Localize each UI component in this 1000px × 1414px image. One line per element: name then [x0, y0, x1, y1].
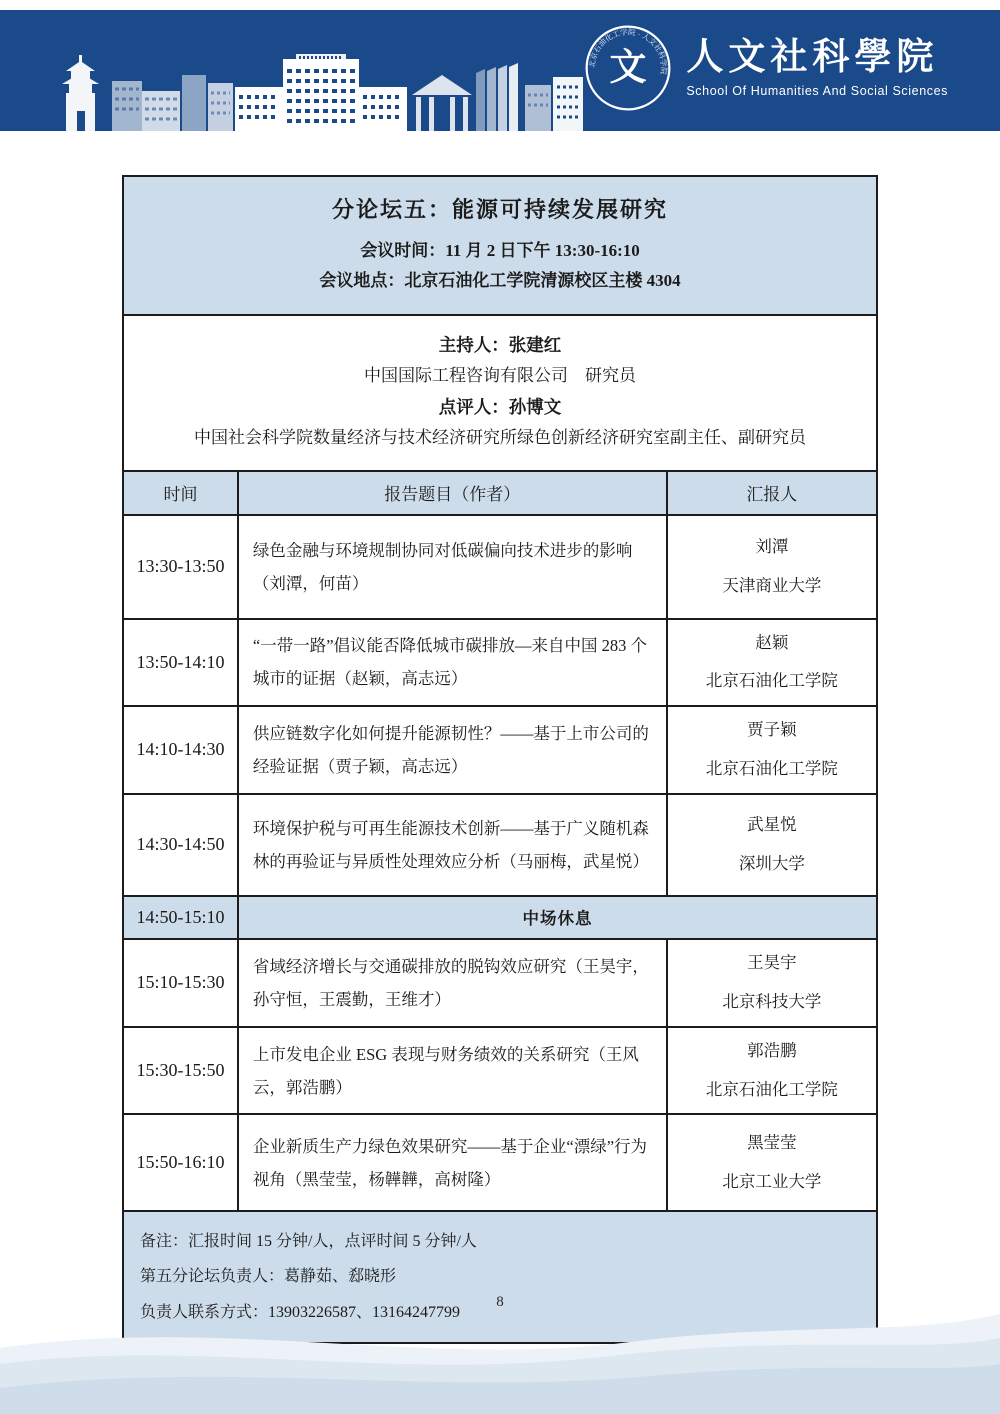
table-header-row: [123, 471, 877, 515]
presenter-affiliation: 北京石油化工学院: [705, 671, 838, 691]
talk-title-cell: 上市发电企业 ESG 表现与财务绩效的关系研究（王风云，郭浩鹏）: [238, 1027, 667, 1115]
talk-title-cell: 绿色金融与环境规制协同对低碳偏向技术进步的影响（刘潭，何苗）: [238, 515, 667, 619]
time-cell: 15:10-15:30: [123, 939, 238, 1027]
campus-skyline-illustration: [28, 53, 590, 131]
session-title-block: [124, 177, 876, 314]
org-name-en: School Of Humanities And Social Sciences: [686, 84, 948, 99]
presenter-name: 赵颖: [755, 632, 789, 652]
presenter-name: 刘潭: [755, 536, 789, 556]
footer-wave-decoration: [0, 1296, 1000, 1414]
presenter-cell: [667, 1027, 877, 1115]
session-title: 分论坛五：能源可持续发展研究: [331, 197, 668, 222]
time-cell: 15:30-15:50: [123, 1027, 238, 1115]
host-name: 主持人：张建红: [438, 334, 562, 355]
table-row: [123, 619, 877, 707]
table-row: [123, 706, 877, 794]
talk-title-cell: 省域经济增长与交通碳排放的脱钩效应研究（王昊宇，孙守恒，王震勤，王维才）: [238, 939, 667, 1027]
break-label: 中场休息: [238, 896, 877, 939]
presenter-affiliation: 深圳大学: [738, 853, 805, 873]
org-name-cn: 人文社科學院: [686, 36, 939, 78]
talk-title-cell: 企业新质生产力绿色效果研究——基于企业“漂绿”行为视角（黑莹莹，杨韡韡，高树隆）: [238, 1114, 667, 1211]
table-row: [123, 1027, 877, 1115]
presenter-affiliation: 北京石油化工学院: [705, 758, 838, 778]
presenter-cell: [667, 515, 877, 619]
presenter-cell: [667, 794, 877, 896]
header-time: 时间: [123, 471, 238, 515]
session-location: 会议地点：北京石油化工学院清源校区主楼 4304: [319, 270, 681, 290]
talk-title-cell: 供应链数字化如何提升能源韧性？——基于上市公司的经验证据（贾子颖，高志远）: [238, 706, 667, 794]
presenter-name: 贾子颖: [747, 720, 797, 740]
main-building: [235, 54, 407, 131]
host-affiliation: 中国国际工程咨询有限公司 研究员: [364, 366, 636, 385]
time-cell: 15:50-16:10: [123, 1114, 238, 1211]
seal-glyph: 文: [609, 46, 647, 88]
header-banner: [0, 10, 1000, 131]
school-logo: [584, 24, 948, 112]
session-time: 会议时间：11 月 2 日下午 13:30-16:10: [360, 241, 640, 260]
presenter-cell: [667, 619, 877, 707]
school-seal-icon: [584, 24, 672, 112]
session-program-card: [122, 175, 878, 1344]
session-meta-box: [122, 175, 878, 470]
presenter-cell: [667, 1114, 877, 1211]
presenter-affiliation: 北京工业大学: [722, 1171, 822, 1191]
time-cell: 14:50-15:10: [123, 896, 238, 939]
reviewer-name: 点评人：孙博文: [438, 396, 562, 417]
page-number: 8: [496, 1294, 504, 1310]
presenter-cell: [667, 939, 877, 1027]
presenter-affiliation: 北京石油化工学院: [705, 1079, 838, 1099]
note-contacts: 负责人联系方式：13903226587、13164247799: [140, 1303, 461, 1321]
presenter-affiliation: 天津商业大学: [722, 575, 822, 595]
table-row: [123, 939, 877, 1027]
building-cluster-left: [112, 81, 180, 131]
presenter-name: 郭浩鹏: [747, 1040, 797, 1060]
talk-title-cell: 环境保护税与可再生能源技术创新——基于广义随机森林的再验证与异质性处理效应分析（马丽梅，武星悦）: [238, 794, 667, 896]
note-duration: 备注：汇报时间 15 分钟/人，点评时间 5 分钟/人: [140, 1233, 477, 1251]
schedule-table: [122, 470, 878, 1344]
time-cell: 14:10-14:30: [123, 706, 238, 794]
table-row: [123, 1114, 877, 1211]
gate-icon: [412, 75, 472, 131]
host-block: [124, 314, 876, 470]
table-row: [123, 515, 877, 619]
talk-title-cell: “一带一路”倡议能否降低城市碳排放—来自中国 283 个城市的证据（赵颖，高志远）: [238, 619, 667, 707]
note-organizers: 第五分论坛负责人：葛静茹、郄晓形: [140, 1268, 397, 1286]
header-presenter: 汇报人: [667, 471, 877, 515]
presenter-name: 武星悦: [747, 814, 797, 834]
building-slabs: [182, 75, 233, 131]
seal-ring-text: 北京石油化工学院 · 人文社科学院: [587, 27, 669, 75]
building-cluster-right: [525, 77, 583, 131]
time-cell: 13:50-14:10: [123, 619, 238, 707]
time-cell: 14:30-14:50: [123, 794, 238, 896]
presenter-affiliation: 北京科技大学: [722, 991, 822, 1011]
presenter-name: 黑莹莹: [747, 1133, 797, 1153]
pagoda-icon: [62, 55, 99, 131]
fan-towers: [476, 63, 518, 131]
table-row: [123, 794, 877, 896]
header-title: 报告题目（作者）: [238, 471, 667, 515]
break-row: [123, 896, 877, 939]
presenter-cell: [667, 706, 877, 794]
presenter-name: 王昊宇: [747, 952, 797, 972]
reviewer-affiliation: 中国社会科学院数量经济与技术经济研究所绿色创新经济研究室副主任、副研究员: [194, 428, 806, 448]
time-cell: 13:30-13:50: [123, 515, 238, 619]
